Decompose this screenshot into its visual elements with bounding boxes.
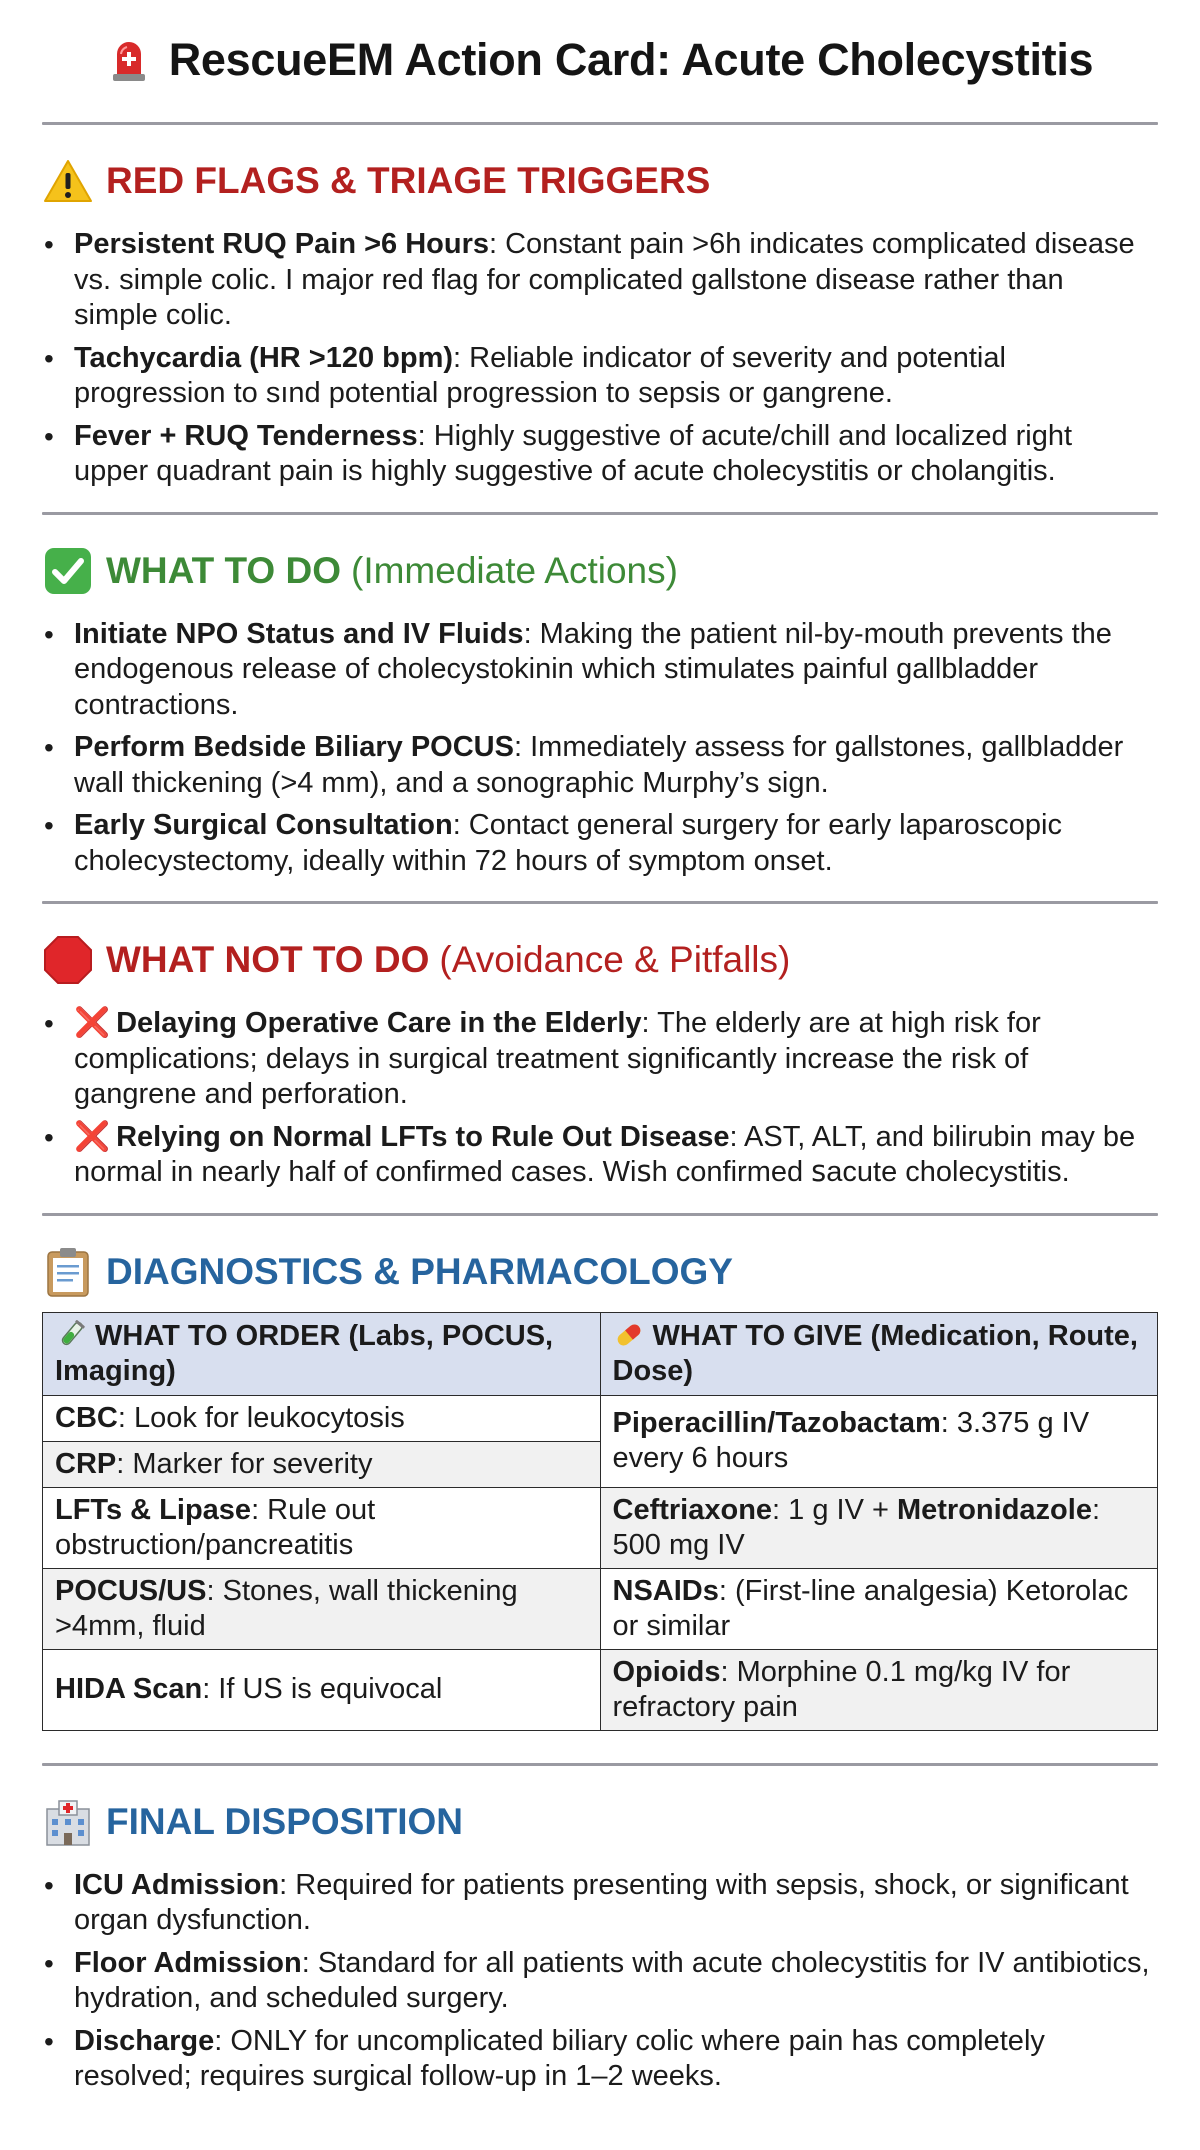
table-cell [43, 1441, 601, 1487]
item-term: Delaying Operative Care in the Elderly [116, 1007, 642, 1039]
item-term: Discharge [74, 2024, 215, 2057]
section-title: WHAT TO DO [106, 549, 341, 591]
item-term: Initiate NPO Status and IV Fluids [74, 617, 524, 650]
header-label: WHAT TO GIVE (Medication, Route, Dose) [612, 1319, 1138, 1387]
what-not-to-do-heading [42, 930, 1158, 990]
table-row [43, 1649, 1158, 1730]
table-cell [600, 1487, 1158, 1568]
item-text: : AST, ALT, and bilirubin may be normal in nearly half of confirmed cases. Wiꜱh confirmed ꜱacute cholecystitis. [74, 1120, 1136, 1188]
item-text: : ONLY for uncomplicated biliary colic where pain has completely resolved; requires surgical follow-up in 1–2 weeks. [74, 2024, 1045, 2092]
diagnostics-heading [42, 1242, 1158, 1302]
siren-icon [107, 38, 151, 82]
cell-term: NSAIDs [612, 1574, 719, 1607]
item-text: : Standard for all patients with acute cholecystitis for IV antibiotics, hydration, and scheduled surgery. [74, 1946, 1150, 2014]
table-cell [43, 1487, 601, 1568]
cell-text: : 3.375 g IV every 6 hours [612, 1407, 1090, 1474]
section-subtitle: (Immediate Actions) [351, 549, 678, 591]
cell-term: POCUS/US [55, 1574, 207, 1607]
list-item [74, 1006, 1158, 1113]
give-column-header [600, 1312, 1158, 1395]
table-cell [600, 1568, 1158, 1649]
what-to-do-section [42, 515, 1158, 880]
clipboard-icon [42, 1246, 94, 1298]
red-flags-heading [42, 151, 1158, 211]
cell-term: CRP [55, 1447, 117, 1480]
cell-term: Opioids [612, 1655, 721, 1688]
table-header-row [43, 1312, 1158, 1395]
diagnostics-table [42, 1312, 1158, 1731]
cell-term: Metronidazole [896, 1493, 1092, 1526]
cross-mark-icon: ❌ [74, 1007, 111, 1039]
list-item [74, 1868, 1158, 1939]
item-term: Early Surgical Consultation [74, 809, 453, 841]
item-term: Perform Bedside Biliary POCUS [74, 731, 514, 763]
red-flags-section [42, 125, 1158, 490]
item-term: Floor Admission [74, 1946, 302, 1979]
cell-term: Ceftriaxone [612, 1493, 773, 1526]
list-item [74, 341, 1158, 412]
table-row [43, 1487, 1158, 1568]
table-cell [600, 1649, 1158, 1730]
cell-text: : Rule out obstruction/pancreatitis [55, 1493, 376, 1561]
what-not-to-do-section [42, 904, 1158, 1191]
cell-text: : Morphine 0.1 mg/kg IV for refractory pain [612, 1655, 1071, 1723]
what-not-to-do-list [42, 1006, 1158, 1191]
what-to-do-list [42, 617, 1158, 880]
item-term: Tachycardia (HR >120 bpm) [74, 341, 454, 374]
list-item [74, 227, 1158, 334]
item-text: : Contact general surgery for early laparoscopic cholecystectomy, ideally within 72 hours of symptom onset. [74, 809, 1062, 877]
cell-text: : Stones, wall thickening >4mm, fluid [55, 1574, 518, 1642]
section-title: FINAL DISPOSITION [106, 1800, 464, 1842]
table-cell [43, 1395, 601, 1441]
cell-term: LFTs & Lipase [55, 1493, 252, 1526]
list-item [74, 1946, 1158, 2017]
disposition-list [42, 1868, 1158, 2095]
table-row [43, 1568, 1158, 1649]
section-subtitle: (Avoidance & Pitfalls) [439, 939, 791, 980]
stop-sign-icon [42, 934, 94, 986]
item-text: : The elderly are at high risk for complications; delays in surgical treatment significantly increase the risk of gangrene and perforation. [74, 1007, 1041, 1110]
section-title: DIAGNOSTICS & PHARMACOLOGY [106, 1250, 733, 1292]
what-to-do-heading [42, 541, 1158, 601]
cross-mark-icon: ❌ [74, 1120, 111, 1153]
order-column-header [43, 1312, 601, 1395]
table-row [43, 1395, 1158, 1441]
section-title: WHAT NOT TO DO [106, 939, 430, 980]
cell-term: CBC [55, 1401, 118, 1434]
cell-text: : (First-line analgesia) Ketorolac or similar [612, 1574, 1129, 1642]
cell-text: : Marker for severity [116, 1447, 373, 1480]
list-item [74, 617, 1158, 724]
list-item [74, 419, 1158, 490]
item-text: : Immediately assess for gallstones, gallbladder wall thickening (>4 mm), and a sonographic Murphy’s sign. [74, 731, 1124, 799]
item-text: : Making the patient nil-by-mouth prevents the endogenous release of cholecystokinin which stimulates painful gallbladder contractions. [74, 617, 1112, 721]
list-item [74, 1120, 1158, 1191]
item-term: Fever + RUQ Tenderness [74, 419, 418, 452]
red-flags-list [42, 227, 1158, 490]
test-tube-icon [55, 1319, 87, 1351]
cell-text: : If US is equivocal [202, 1673, 443, 1705]
cell-text: : 500 mg IV [612, 1493, 1101, 1561]
item-term: Persistent RUQ Pain >6 Hours [74, 228, 489, 260]
list-item [74, 730, 1158, 801]
cell-text: : 1 g IV + [772, 1493, 897, 1526]
section-title: RED FLAGS & TRIAGE TRIGGERS [106, 160, 711, 201]
diagnostics-section [42, 1216, 1158, 1731]
table-cell [600, 1395, 1158, 1487]
item-term: Relying on Normal LFTs to Rule Out Disease [116, 1120, 730, 1153]
cell-term: HIDA Scan [55, 1673, 203, 1705]
table-cell [43, 1568, 601, 1649]
table-cell [43, 1649, 601, 1730]
item-text: : Highly suggestive of acute/chill and localized right upper quadrant pain is highly suggestive of acute cholecystitis or cholangitis. [74, 419, 1073, 487]
pill-icon [613, 1319, 645, 1351]
title-row [42, 22, 1158, 98]
disposition-heading [42, 1792, 1158, 1852]
cell-text: : Look for leukocytosis [117, 1401, 405, 1434]
hospital-icon [42, 1796, 94, 1848]
list-item [74, 2024, 1158, 2095]
check-box-icon [42, 545, 94, 597]
item-text: : Constant pain >6h indicates complicated disease vs. simple colic. I major red flag for complicated gallstone disease rather than simple colic. [74, 228, 1135, 331]
header-label: WHAT TO ORDER (Labs, POCUS, Imaging) [55, 1319, 554, 1387]
disposition-section [42, 1766, 1158, 2095]
item-text: : Required for patients presenting with sepsis, shock, or significant organ dysfunction. [74, 1868, 1129, 1936]
cell-term: Piperacillin/Tazobactam [612, 1407, 941, 1439]
item-text: : Reliable indicator of severity and potential progression to sınd potential progression to sepsis or gangrene. [74, 341, 1006, 409]
page-title: RescueEM Action Card: Acute Cholecystitis [168, 34, 1094, 85]
item-term: ICU Admission [74, 1868, 280, 1901]
list-item [74, 808, 1158, 879]
warning-icon [42, 155, 94, 207]
